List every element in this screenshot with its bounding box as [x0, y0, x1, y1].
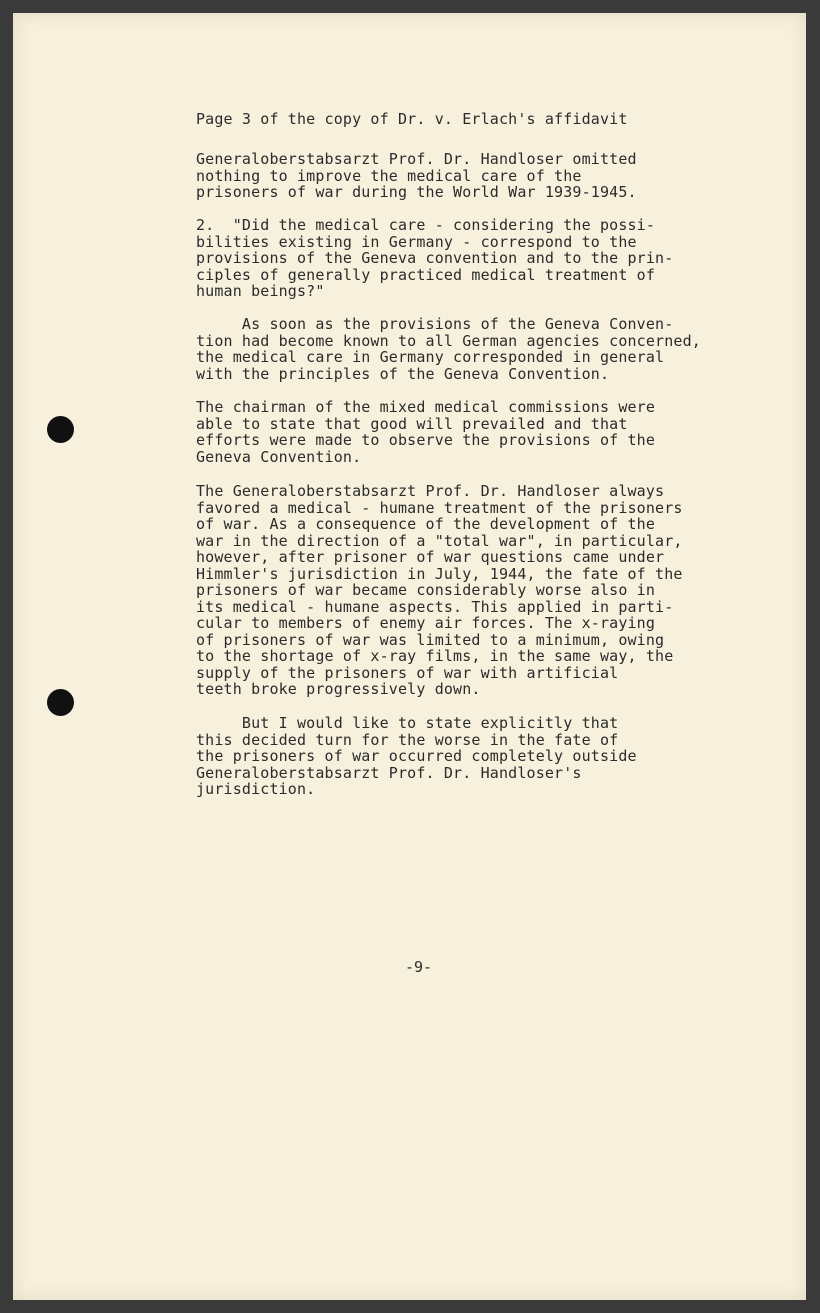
text-line: the prisoners of war occurred completely outside — [196, 747, 637, 765]
text-line: able to state that good will prevailed and that — [196, 414, 628, 433]
text-line: tion had become known to all German agencies concerned, — [196, 331, 701, 350]
text-line: Generaloberstabsarzt Prof. Dr. Handloser omitted — [196, 150, 637, 168]
document-page — [13, 13, 806, 1300]
paragraph — [196, 399, 655, 465]
text-line: of prisoners of war was limited to a minimum, owing — [196, 630, 665, 649]
text-line: supply of the prisoners of war with artificial — [196, 663, 619, 682]
text-line: Generaloberstabsarzt Prof. Dr. Handloser's — [196, 763, 582, 782]
text-line: to the shortage of x-ray films, in the same way, the — [196, 647, 674, 665]
text-line: The Generaloberstabsarzt Prof. Dr. Handloser always — [196, 482, 665, 500]
text-line: As soon as the provisions of the Geneva Conven- — [196, 315, 674, 333]
punch-hole — [47, 416, 74, 443]
paragraph — [196, 483, 683, 698]
text-line: favored a medical - humane treatment of the prisoners — [196, 498, 683, 517]
text-line: But I would like to state explicitly that — [196, 714, 619, 732]
paragraph — [196, 217, 673, 300]
text-line: jurisdiction. — [196, 780, 316, 798]
text-line: with the principles of the Geneva Convention. — [196, 364, 610, 383]
paragraph — [196, 715, 637, 798]
text-line: teeth broke progressively down. — [196, 680, 481, 698]
text-line: of war. As a consequence of the development of the — [196, 515, 656, 533]
text-line: ciples of generally practiced medical treatment of — [196, 265, 656, 284]
text-line: war in the direction of a "total war", in particular, — [196, 531, 683, 550]
text-line: however, after prisoner of war questions came under — [196, 548, 665, 566]
page-number: -9- — [405, 958, 433, 976]
text-line: prisoners of war became considerably worse also in — [196, 581, 656, 599]
text-line: this decided turn for the worse in the fate of — [196, 730, 619, 749]
paragraph — [196, 316, 701, 382]
page-header: Page 3 of the copy of Dr. v. Erlach's affidavit — [196, 110, 628, 128]
text-line: Geneva Convention. — [196, 447, 362, 466]
text-line: its medical - humane aspects. This applied in parti- — [196, 597, 674, 616]
text-line: human beings?" — [196, 282, 325, 300]
text-line: cular to members of enemy air forces. The x-raying — [196, 614, 656, 632]
text-line: The chairman of the mixed medical commissions were — [196, 398, 656, 416]
punch-hole — [47, 689, 74, 716]
text-line: Himmler's jurisdiction in July, 1944, the fate of the — [196, 564, 683, 583]
text-line: provisions of the Geneva convention and to the prin- — [196, 249, 674, 267]
text-line: the medical care in Germany corresponded in general — [196, 348, 665, 366]
text-line: nothing to improve the medical care of the — [196, 166, 582, 185]
text-line: prisoners of war during the World War 1939-1945. — [196, 183, 637, 201]
text-line: bilities existing in Germany - correspond to the — [196, 232, 637, 251]
text-line: efforts were made to observe the provisions of the — [196, 431, 656, 449]
paragraph — [196, 151, 637, 201]
text-line: 2. "Did the medical care - considering the possi- — [196, 216, 656, 234]
